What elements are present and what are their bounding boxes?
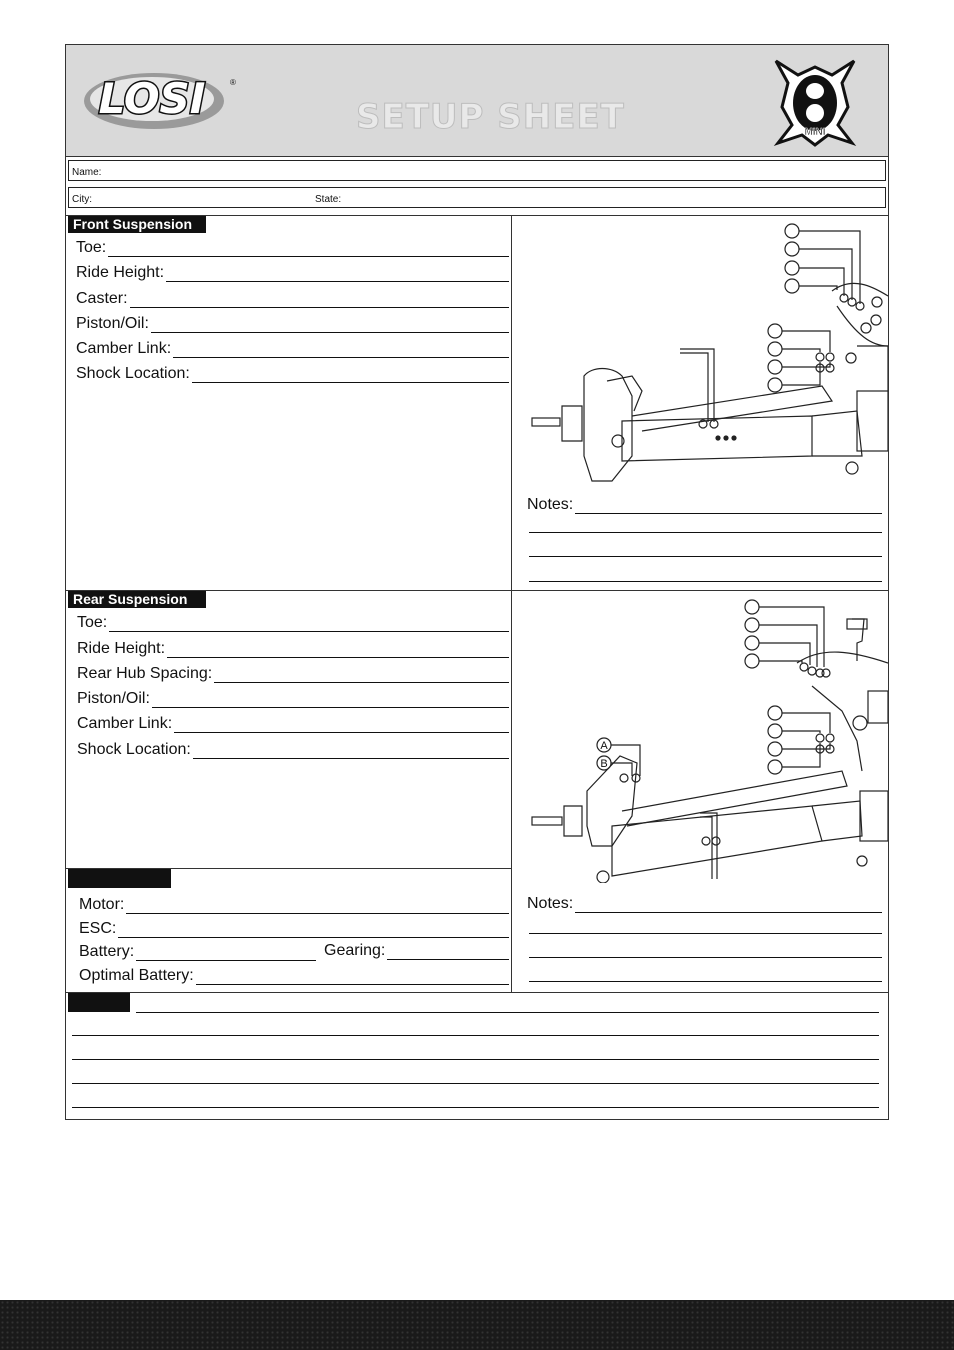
rear-notes-field[interactable]: Notes: bbox=[527, 895, 882, 913]
setup-sheet bbox=[65, 44, 889, 1120]
svg-text:MINI: MINI bbox=[804, 127, 826, 138]
rear-suspension-diagram bbox=[512, 591, 888, 883]
rear-hub-spacing-field[interactable]: Rear Hub Spacing: bbox=[77, 665, 509, 683]
city-state-field[interactable] bbox=[68, 187, 886, 208]
losi-logo bbox=[82, 63, 242, 133]
page-title: SETUP SHEET bbox=[356, 97, 625, 137]
rear-suspension-title: Rear Suspension bbox=[68, 591, 206, 608]
front-caster-field[interactable]: Caster: bbox=[76, 290, 509, 308]
hub-label-a: A bbox=[600, 740, 608, 752]
state-label: State: bbox=[315, 194, 342, 205]
svg-text:®: ® bbox=[230, 78, 236, 87]
esc-field[interactable]: ESC: bbox=[79, 920, 509, 938]
optimal-battery-field[interactable]: Optimal Battery: bbox=[79, 967, 509, 985]
rear-piston-oil-field[interactable]: Piston/Oil: bbox=[77, 690, 509, 708]
svg-text:LOSI: LOSI bbox=[98, 74, 206, 123]
front-toe-field[interactable]: Toe: bbox=[76, 239, 509, 257]
general-notes-line-4[interactable] bbox=[72, 1083, 879, 1084]
general-notes-line-3[interactable] bbox=[72, 1059, 879, 1060]
notes-title-tab bbox=[68, 993, 130, 1012]
front-notes-field[interactable]: Notes: bbox=[527, 496, 882, 514]
gearing-field[interactable]: Gearing: bbox=[324, 942, 509, 960]
footer-band bbox=[0, 1300, 954, 1350]
hub-label-b: B bbox=[600, 758, 608, 770]
front-suspension-title: Front Suspension bbox=[68, 216, 206, 233]
model-badge-icon bbox=[770, 53, 860, 149]
city-label: City: bbox=[72, 194, 92, 205]
motor-field[interactable]: Motor: bbox=[79, 896, 509, 914]
front-piston-oil-field[interactable]: Piston/Oil: bbox=[76, 315, 509, 333]
rear-camber-link-field[interactable]: Camber Link: bbox=[77, 715, 509, 733]
general-notes-line-2[interactable] bbox=[72, 1035, 879, 1036]
general-notes-line-1[interactable] bbox=[136, 1012, 879, 1013]
rear-shock-location-field[interactable]: Shock Location: bbox=[77, 741, 509, 759]
rear-toe-field[interactable]: Toe: bbox=[77, 614, 509, 632]
name-label: Name: bbox=[72, 167, 102, 178]
front-camber-link-field[interactable]: Camber Link: bbox=[76, 340, 509, 358]
front-ride-height-field[interactable]: Ride Height: bbox=[76, 264, 509, 282]
front-suspension-diagram bbox=[512, 216, 888, 484]
general-notes-line-5[interactable] bbox=[72, 1107, 879, 1108]
rear-ride-height-field[interactable]: Ride Height: bbox=[77, 640, 509, 658]
battery-field[interactable]: Battery: bbox=[79, 943, 316, 961]
front-shock-location-field[interactable]: Shock Location: bbox=[76, 365, 509, 383]
name-field[interactable] bbox=[68, 160, 886, 181]
header bbox=[66, 45, 888, 157]
electronics-title-tab bbox=[68, 869, 171, 888]
